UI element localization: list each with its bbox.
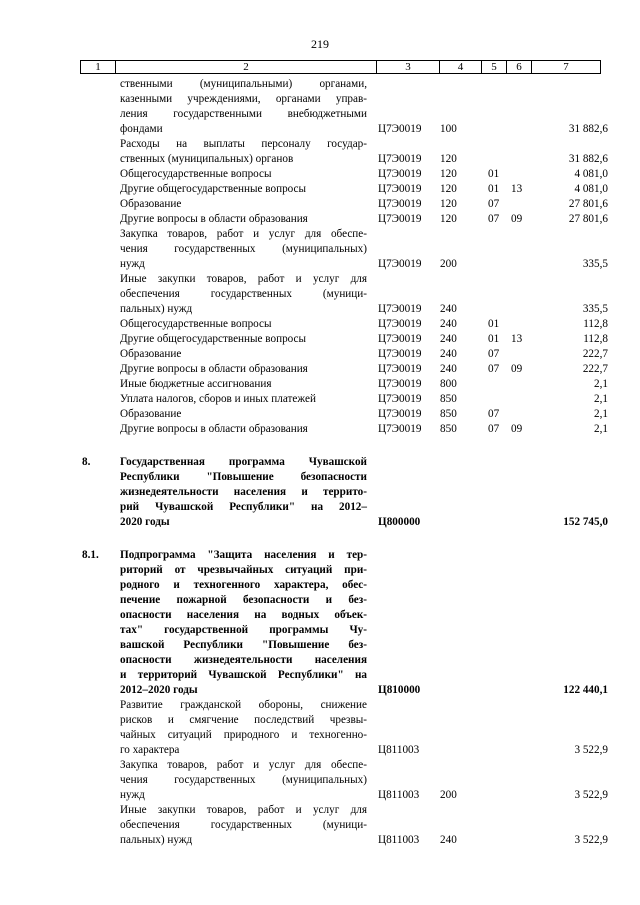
description-line: печение пожарной безопасности и без- (120, 594, 367, 606)
description-line: обеспечения государственных (муници- (120, 288, 367, 300)
amount-value: 3 522,9 (574, 744, 608, 756)
column-header-3: 3 (376, 61, 439, 73)
description-line: Иные закупки товаров, работ и услуг для (120, 273, 367, 285)
target-article-code: Ц7Э0019 (378, 423, 422, 435)
amount-value: 31 882,6 (568, 123, 608, 135)
section-code: 01 (488, 333, 500, 345)
subsection-code: 09 (511, 213, 523, 225)
table-row (0, 407, 640, 422)
description-line: Общегосударственные вопросы (120, 318, 272, 330)
description-line: рисков и смягчение последствий чрезвы- (120, 714, 367, 726)
description-line: нужд (120, 258, 145, 270)
description-line: Государственная программа Чувашской (120, 456, 367, 468)
description-line: чения государственных (муниципальных) (120, 774, 367, 786)
description-line: 2012–2020 годы (120, 684, 198, 696)
expense-type-code: 200 (440, 789, 457, 801)
expense-type-code: 240 (440, 834, 457, 846)
description-line: Образование (120, 408, 182, 420)
subsection-code: 09 (511, 363, 523, 375)
row-description (120, 377, 367, 392)
target-article-code: Ц7Э0019 (378, 363, 422, 375)
amount-value: 335,5 (582, 303, 608, 315)
amount-value: 122 440,1 (563, 684, 608, 696)
expense-type-code: 200 (440, 258, 457, 270)
table-row (0, 227, 640, 272)
description-line: жизнедеятельности населения и террито- (120, 486, 367, 498)
row-description (120, 422, 367, 437)
description-line: и территорий Чувашской Республики" на (120, 669, 367, 681)
description-line: Республики "Повышение безопасности (120, 471, 367, 483)
expense-type-code: 850 (440, 408, 457, 420)
table-row (0, 422, 640, 437)
column-header-5: 5 (481, 61, 506, 73)
column-header-4: 4 (439, 61, 481, 73)
expense-type-code: 120 (440, 183, 457, 195)
description-line: Подпрограмма "Защита населения и тер- (120, 549, 367, 561)
table-row (0, 347, 640, 362)
section-code: 07 (488, 363, 500, 375)
expense-type-code: 240 (440, 303, 457, 315)
table-row (0, 698, 640, 758)
expense-type-code: 100 (440, 123, 457, 135)
target-article-code: Ц810000 (378, 684, 421, 696)
target-article-code: Ц7Э0019 (378, 213, 422, 225)
target-article-code: Ц7Э0019 (378, 378, 422, 390)
amount-value: 152 745,0 (563, 516, 608, 528)
description-line: родного и техногенного характера, обес- (120, 579, 367, 591)
target-article-code: Ц7Э0019 (378, 198, 422, 210)
expense-type-code: 800 (440, 378, 457, 390)
description-line: нужд (120, 789, 145, 801)
column-header-2: 2 (115, 61, 376, 73)
description-line: Другие вопросы в области образования (120, 213, 308, 225)
description-line: ственных (муниципальных) органов (120, 153, 294, 165)
row-description (120, 347, 367, 362)
description-line: Другие вопросы в области образования (120, 363, 308, 375)
table-row (0, 197, 640, 212)
target-article-code: Ц7Э0019 (378, 183, 422, 195)
amount-value: 2,1 (594, 378, 608, 390)
row-description (120, 272, 367, 317)
target-article-code: Ц7Э0019 (378, 153, 422, 165)
amount-value: 3 522,9 (574, 789, 608, 801)
row-description (120, 362, 367, 377)
amount-value: 335,5 (582, 258, 608, 270)
amount-value: 4 081,0 (574, 168, 608, 180)
row-description (120, 167, 367, 182)
target-article-code: Ц800000 (378, 516, 421, 528)
expense-type-code: 240 (440, 348, 457, 360)
amount-value: 222,7 (582, 363, 608, 375)
table-row (0, 758, 640, 803)
column-header-7: 7 (531, 61, 600, 73)
amount-value: 3 522,9 (574, 834, 608, 846)
row-description (120, 455, 367, 530)
table-row (0, 167, 640, 182)
row-number: 8.1. (82, 549, 99, 561)
table-row (0, 317, 640, 332)
section-code: 07 (488, 423, 500, 435)
description-line: Иные закупки товаров, работ и услуг для (120, 804, 367, 816)
description-line: опасности населения на водных объек- (120, 609, 367, 621)
table-row (0, 272, 640, 317)
page-number: 219 (311, 37, 329, 51)
expense-type-code: 240 (440, 363, 457, 375)
description-line: го характера (120, 744, 180, 756)
expense-type-code: 120 (440, 153, 457, 165)
row-number: 8. (82, 456, 91, 468)
expense-type-code: 850 (440, 423, 457, 435)
section-code: 07 (488, 213, 500, 225)
row-description (120, 407, 367, 422)
amount-value: 2,1 (594, 408, 608, 420)
row-description (120, 803, 367, 848)
row-description (120, 758, 367, 803)
table-row (0, 77, 640, 137)
description-line: Уплата налогов, сборов и иных платежей (120, 393, 316, 405)
description-line: риторий от чрезвычайных ситуаций при- (120, 564, 367, 576)
description-line: пальных) нужд (120, 303, 193, 315)
description-line: чайных ситуаций природного и техногенно- (120, 729, 367, 741)
description-line: пальных) нужд (120, 834, 193, 846)
target-article-code: Ц7Э0019 (378, 303, 422, 315)
table-row (0, 137, 640, 167)
table-header (80, 60, 601, 74)
table-row (0, 332, 640, 347)
section-code: 01 (488, 183, 500, 195)
target-article-code: Ц811003 (378, 834, 420, 846)
amount-value: 27 801,6 (568, 213, 608, 225)
target-article-code: Ц811003 (378, 789, 420, 801)
amount-value: 27 801,6 (568, 198, 608, 210)
amount-value: 31 882,6 (568, 153, 608, 165)
table-row (0, 212, 640, 227)
section-code: 01 (488, 168, 500, 180)
amount-value: 4 081,0 (574, 183, 608, 195)
description-line: Образование (120, 198, 182, 210)
row-description (120, 698, 367, 758)
table-row (0, 392, 640, 407)
expense-type-code: 120 (440, 198, 457, 210)
description-line: вашской Республики "Повышение без- (120, 639, 367, 651)
expense-type-code: 850 (440, 393, 457, 405)
expense-type-code: 120 (440, 213, 457, 225)
description-line: Общегосударственные вопросы (120, 168, 272, 180)
description-line: Закупка товаров, работ и услуг для обеспе- (120, 228, 367, 240)
table-row (0, 548, 640, 698)
table-row (0, 362, 640, 377)
description-line: ления государственными внебюджетными (120, 108, 367, 120)
amount-value: 222,7 (582, 348, 608, 360)
amount-value: 2,1 (594, 393, 608, 405)
description-line: Образование (120, 348, 182, 360)
amount-value: 112,8 (583, 333, 608, 345)
row-description (120, 212, 367, 227)
section-code: 07 (488, 408, 500, 420)
row-description (120, 77, 367, 137)
row-description (120, 182, 367, 197)
column-header-1: 1 (95, 61, 101, 73)
table-row (0, 455, 640, 530)
description-line: Другие общегосударственные вопросы (120, 333, 307, 345)
section-code: 07 (488, 348, 500, 360)
description-line: рий Чувашской Республики" на 2012– (120, 501, 367, 513)
expense-type-code: 240 (440, 318, 457, 330)
description-line: ственными (муниципальными) органами, (120, 78, 367, 90)
row-description (120, 197, 367, 212)
description-line: чения государственных (муниципальных) (120, 243, 367, 255)
description-line: обеспечения государственных (муници- (120, 819, 367, 831)
target-article-code: Ц7Э0019 (378, 258, 422, 270)
target-article-code: Ц7Э0019 (378, 408, 422, 420)
description-line: опасности жизнедеятельности населения (120, 654, 367, 666)
subsection-code: 13 (511, 183, 523, 195)
target-article-code: Ц7Э0019 (378, 393, 422, 405)
description-line: казенными учреждениями, органами управ- (120, 93, 367, 105)
description-line: Другие вопросы в области образования (120, 423, 308, 435)
amount-value: 2,1 (594, 423, 608, 435)
target-article-code: Ц7Э0019 (378, 123, 422, 135)
expense-type-code: 240 (440, 333, 457, 345)
row-description (120, 137, 367, 167)
target-article-code: Ц7Э0019 (378, 348, 422, 360)
column-header-6: 6 (506, 61, 531, 73)
row-description (120, 392, 367, 407)
row-description (120, 317, 367, 332)
target-article-code: Ц811003 (378, 744, 420, 756)
subsection-code: 09 (511, 423, 523, 435)
subsection-code: 13 (511, 333, 523, 345)
description-line: фондами (120, 123, 163, 135)
target-article-code: Ц7Э0019 (378, 333, 422, 345)
description-line: Закупка товаров, работ и услуг для обеспе- (120, 759, 367, 771)
section-code: 07 (488, 198, 500, 210)
description-line: Другие общегосударственные вопросы (120, 183, 307, 195)
amount-value: 112,8 (583, 318, 608, 330)
row-description (120, 548, 367, 698)
table-row (0, 803, 640, 848)
description-line: 2020 годы (120, 516, 170, 528)
row-description (120, 332, 367, 347)
target-article-code: Ц7Э0019 (378, 318, 422, 330)
section-code: 01 (488, 318, 500, 330)
expense-type-code: 120 (440, 168, 457, 180)
description-line: Развитие гражданской обороны, снижение (120, 699, 367, 711)
table-row (0, 182, 640, 197)
description-line: Расходы на выплаты персоналу государ- (120, 138, 367, 150)
target-article-code: Ц7Э0019 (378, 168, 422, 180)
description-line: Иные бюджетные ассигнования (120, 378, 272, 390)
description-line: тах" государственной программы Чу- (120, 624, 367, 636)
table-row (0, 377, 640, 392)
row-description (120, 227, 367, 272)
